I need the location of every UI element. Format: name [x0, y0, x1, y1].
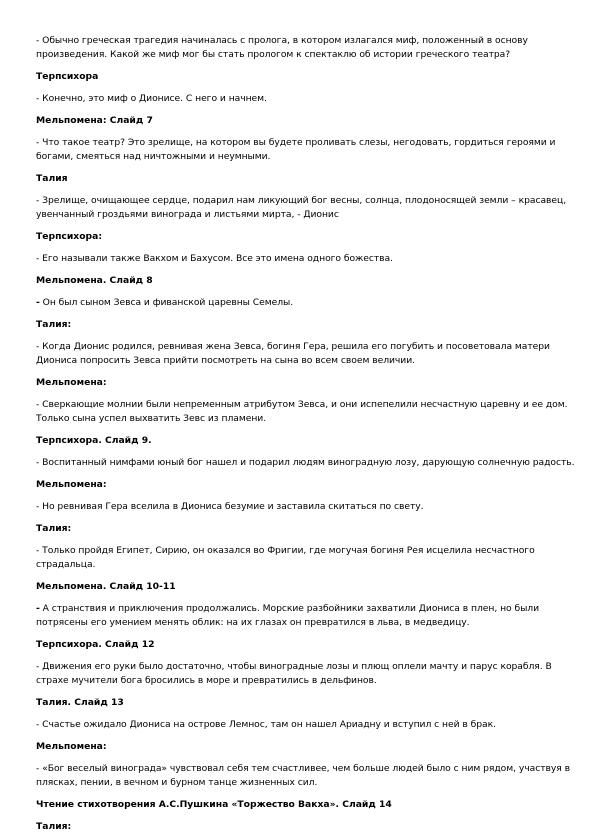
speaker-heading: Терпсихора	[36, 71, 99, 82]
paragraph: - Что такое театр? Это зрелище, на котором вы будете проливать слезы, негодовать, гордиться героями и богами, смеяться над ничтожными и неумными.	[36, 137, 556, 162]
paragraph: - Сверкающие молнии были непременным атрибутом Зевса, и они испепелили несчастную царевну и ее дом. Только сына успел выхватить Зевс из пламени.	[36, 399, 568, 424]
speaker-heading: Терпсихора. Слайд 12	[36, 639, 155, 650]
speaker-heading: Талия. Слайд 13	[36, 697, 124, 708]
section-heading: Чтение стихотворения А.С.Пушкина «Торжество Вакха». Слайд 14	[36, 799, 392, 810]
paragraph: - Счастье ожидало Диониса на острове Лемнос, там он нашел Ариадну и вступил с ней в брак.	[36, 719, 496, 730]
paragraph-text: А странствия и приключения продолжались. Морские разбойники захватили Диониса в плен, но были потрясены его умением менять облик: на их глазах он превратился в льва, в медведицу.	[36, 603, 540, 628]
speaker-heading: Мельпомена:	[36, 741, 107, 752]
speaker-heading: Мельпомена:	[36, 479, 107, 490]
speaker-heading: Мельпомена:	[36, 377, 107, 388]
speaker-heading: Терпсихора:	[36, 231, 102, 242]
speaker-heading: Талия	[36, 173, 68, 184]
paragraph: - Воспитанный нимфами юный бог нашел и подарил людям виноградную лозу, дарующую солнечную радость.	[36, 457, 575, 468]
paragraph: - Когда Дионис родился, ревнивая жена Зевса, богиня Гера, решила его погубить и посоветовала матери Диониса попросить Зевса прийти посмотреть на сына во всем своем величии.	[36, 341, 550, 366]
speaker-heading: Мельпомена: Слайд 7	[36, 115, 153, 126]
paragraph: - «Бог веселый винограда» чувствовал себя тем счастливее, чем больше людей было с ним рядом, участвуя в плясках, пении, в вечном и бурном танце жизненных сил.	[36, 763, 570, 788]
speaker-heading: Талия:	[36, 821, 72, 832]
paragraph	[36, 602, 578, 630]
paragraph-lead-dash: -	[36, 297, 40, 308]
paragraph: - Только пройдя Египет, Сирию, он оказался во Фригии, где могучая богиня Рея исцелила несчастного страдальца.	[36, 545, 535, 570]
speaker-heading: Терпсихора. Слайд 9.	[36, 435, 152, 446]
paragraph: - Обычно греческая трагедия начиналась с пролога, в котором излагался миф, положенный в основу произведения. Какой же миф мог бы стать прологом к спектаклю об истории греческого театра?	[36, 35, 528, 60]
paragraph: - Но ревнивая Гера вселила в Диониса безумие и заставила скитаться по свету.	[36, 501, 424, 512]
document-page	[36, 34, 578, 834]
paragraph	[36, 296, 578, 310]
speaker-heading: Мельпомена. Слайд 8	[36, 275, 153, 286]
paragraph: - Зрелище, очищающее сердце, подарил нам ликующий бог весны, солнца, плодоносящей земли – красавец, увенчанный гроздьями винограда и листьями мирта, - Дионис	[36, 195, 567, 220]
paragraph: - Его называли также Вакхом и Бахусом. Все это имена одного божества.	[36, 253, 393, 264]
paragraph-lead-dash: -	[36, 603, 40, 614]
paragraph-text: Он был сыном Зевса и фиванской царевны Семелы.	[39, 297, 294, 308]
speaker-heading: Талия:	[36, 523, 72, 534]
speaker-heading: Талия:	[36, 319, 72, 330]
paragraph: - Конечно, это миф о Дионисе. С него и начнем.	[36, 93, 267, 104]
paragraph: - Движения его руки было достаточно, чтобы виноградные лозы и плющ оплели мачту и парус корабля. В страхе мучители бога бросились в море и превратились в дельфинов.	[36, 661, 552, 686]
speaker-heading: Мельпомена. Слайд 10-11	[36, 581, 176, 592]
